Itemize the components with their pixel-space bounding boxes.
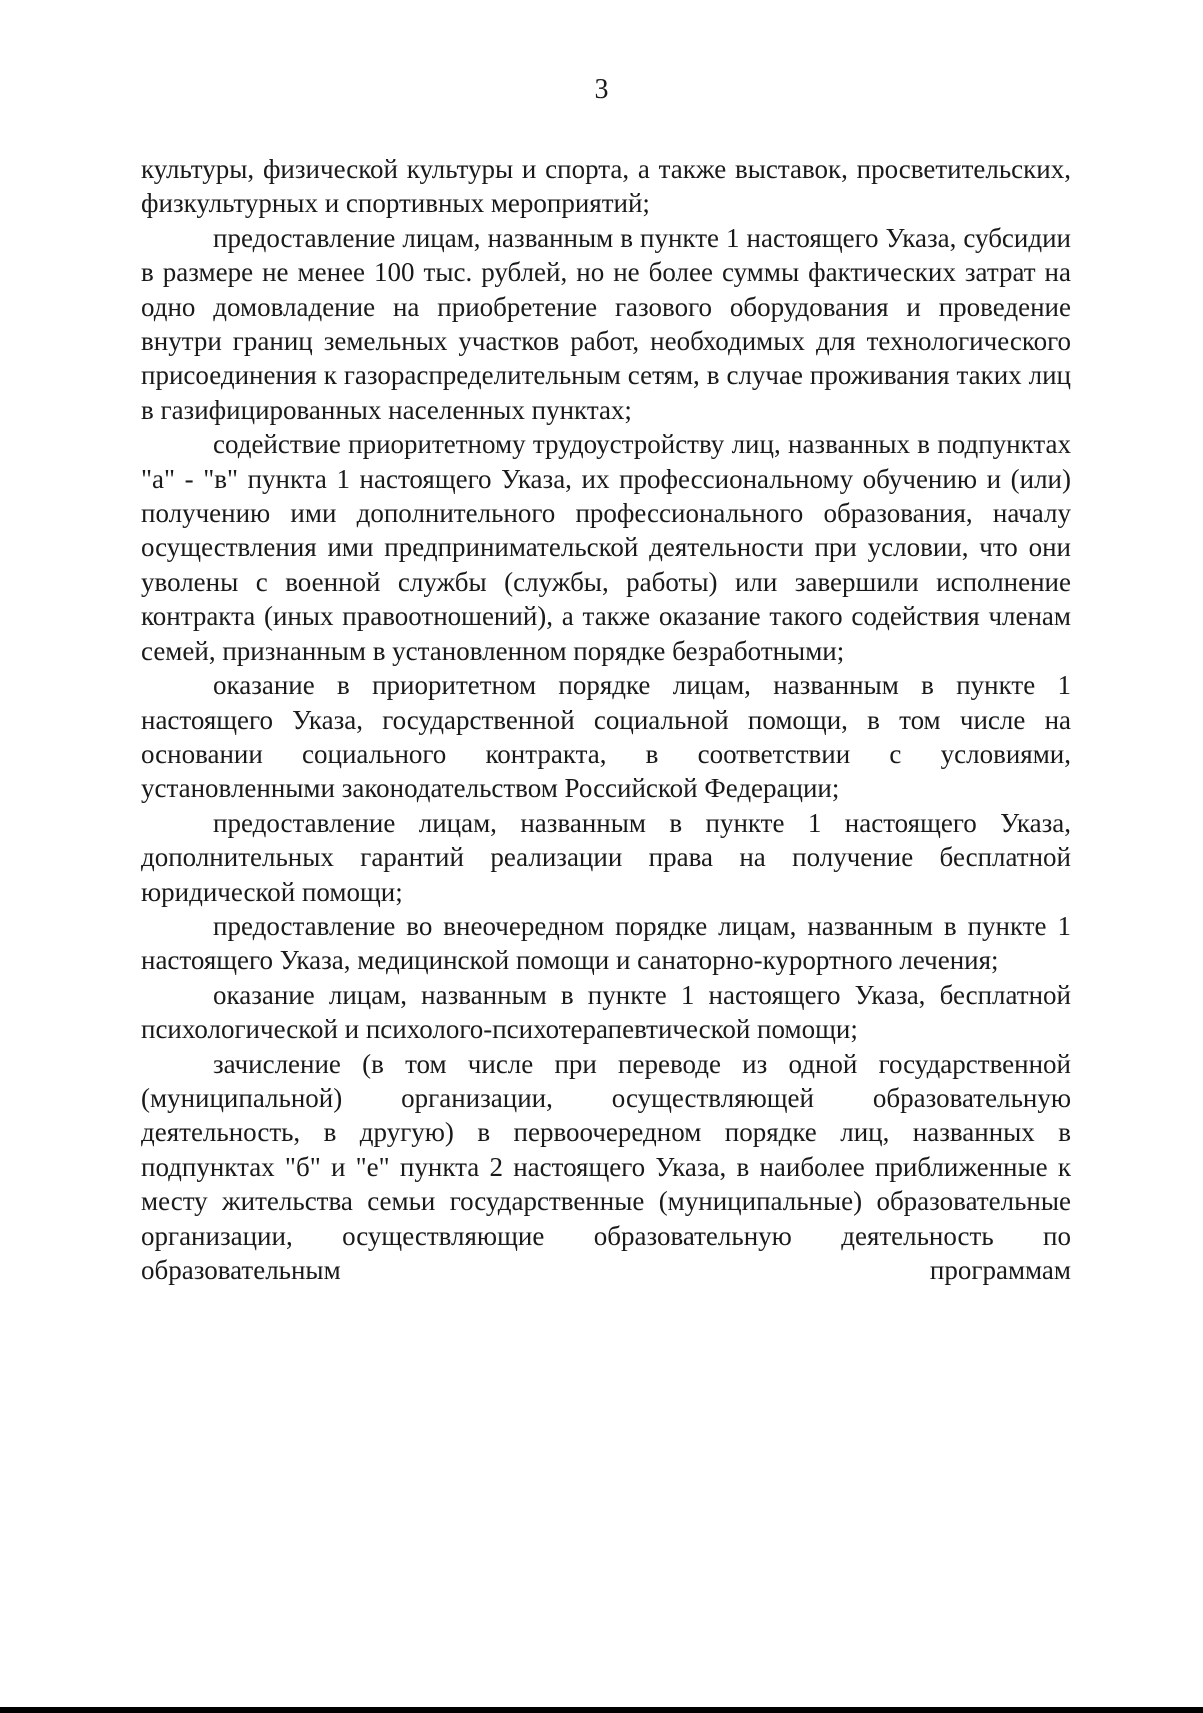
document-body	[141, 152, 1071, 1287]
page-number: 3	[594, 74, 609, 105]
paragraph: предоставление лицам, названным в пункте 1 настоящего Указа, дополнительных гарантий реализации права на получение бесплатной юридической помощи;	[141, 807, 1071, 907]
paragraph: культуры, физической культуры и спорта, а также выставок, просветительских, физкультурных и спортивных мероприятий;	[141, 154, 1071, 219]
page-bottom-edge	[0, 1707, 1203, 1713]
paragraph: оказание лицам, названным в пункте 1 настоящего Указа, бесплатной психологической и психолого-психотерапевтической помощи;	[141, 979, 1071, 1045]
paragraph: предоставление во внеочередном порядке лицам, названным в пункте 1 настоящего Указа, медицинской помощи и санаторно-курортного лечения;	[141, 910, 1071, 976]
paragraph: зачисление (в том числе при переводе из одной государственной (муниципальной) организации, осуществляющей образовательную деятельность, в другую) в первоочередном порядке лиц, названных в подпунктах "б" и "е" пункта 2 настоящего Указа, в наиболее приближенные к месту жительства семьи государственные (муниципальные) образовательные организации, осуществляющие образовательную деятельность по образовательным программам	[141, 1048, 1071, 1285]
paragraph: содействие приоритетному трудоустройству лиц, названных в подпунктах "а" - "в" пункта 1 настоящего Указа, их профессиональному обучению и (или) получению ими дополнительного профессионального образования, началу осуществления ими предпринимательской деятельности при условии, что они уволены с военной службы (службы, работы) или завершили исполнение контракта (иных правоотношений), а также оказание такого содействия членам семей, признанным в установленном порядке безработными;	[141, 429, 1071, 666]
paragraph: предоставление лицам, названным в пункте 1 настоящего Указа, субсидии в размере не менее 100 тыс. рублей, но не более суммы фактических затрат на одно домовладение на приобретение газового оборудования и проведение внутри границ земельных участков работ, необходимых для технологического присоединения к газораспределительным сетям, в случае проживания таких лиц в газифицированных населенных пунктах;	[141, 222, 1071, 425]
paragraph: оказание в приоритетном порядке лицам, названным в пункте 1 настоящего Указа, государственной социальной помощи, в том числе на основании социального контракта, в соответствии с условиями, установленными законодательством Российской Федерации;	[141, 670, 1071, 804]
